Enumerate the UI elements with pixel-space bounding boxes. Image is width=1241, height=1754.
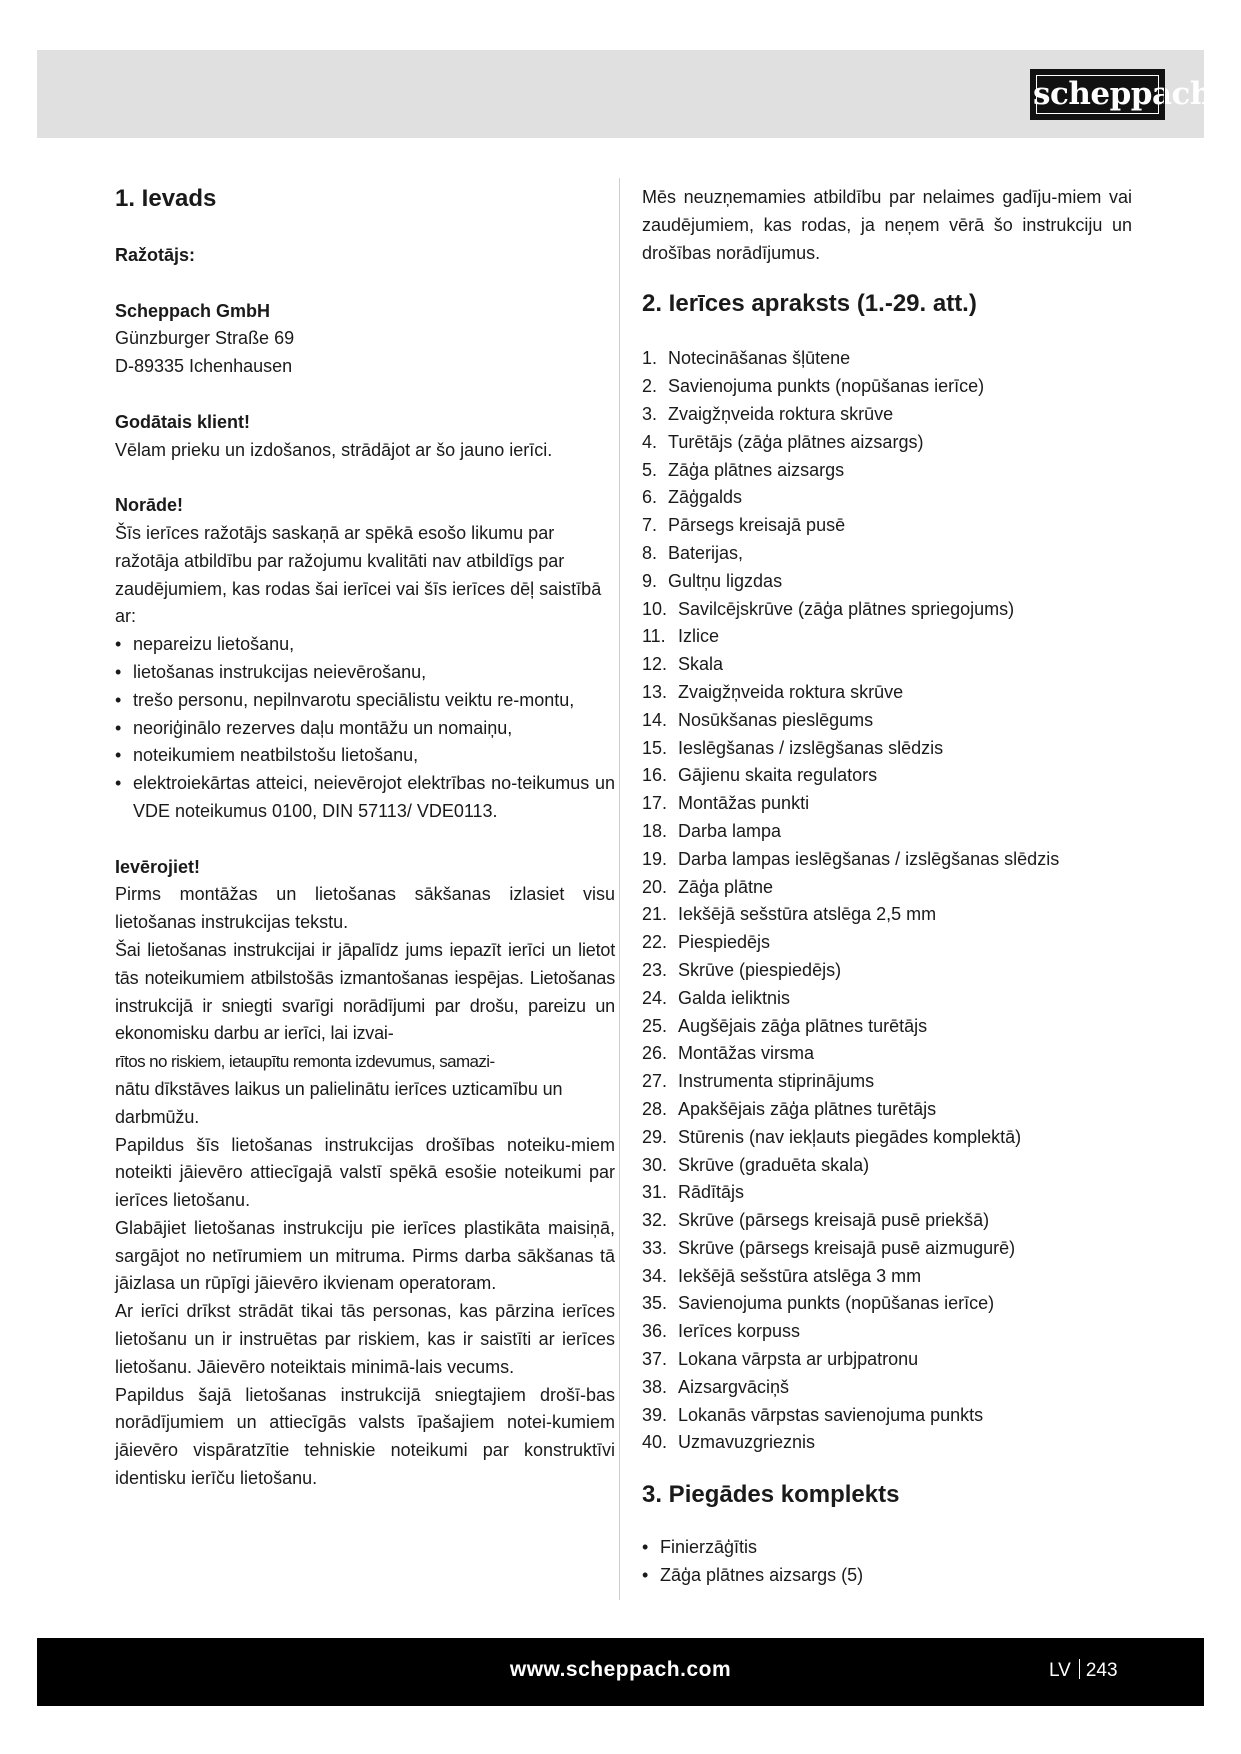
parts-list-item	[642, 1179, 1132, 1207]
list-item: • trešo personu, nepilnvarotu speciālistu veiktu re-montu,	[115, 689, 575, 710]
company-street: Günzburger Straße 69	[115, 328, 295, 349]
item-text: Zvaigžņveida roktura skrūve	[668, 403, 894, 424]
item-text: Gājienu skaita regulators	[678, 765, 878, 786]
item-text: Zāģa plātne	[678, 876, 774, 897]
item-text: Instrumenta stiprinājums	[678, 1071, 875, 1092]
parts-list-item	[642, 623, 1132, 651]
note-text: Šīs ierīces ražotājs saskaņā ar spēkā esošo likumu par ražotāja atbildību par ražojumu kvalitāti nav atbildīgs par zaudējumiem, kas rodas šai ierīcei vai šīs ierīces dēļ saistībā ar:	[115, 522, 602, 627]
parts-list-item	[642, 1263, 1132, 1291]
item-text: Skrūve (piespiedējs)	[678, 959, 842, 980]
parts-list-item	[642, 401, 1132, 429]
paragraph: Papildus šīs lietošanas instrukcijas drošības noteiku-miem noteikti jāievēro attiecīgajā valstī spēkā esošie noteikumi par ierīces lietošanu.	[115, 1134, 615, 1211]
item-number: 36.	[642, 1321, 668, 1342]
item-number: 23.	[642, 959, 668, 980]
parts-list-item	[642, 790, 1132, 818]
item-text: Skrūve (pārsegs kreisajā pusē priekšā)	[678, 1210, 990, 1231]
item-text: Augšējais zāģa plātnes turētājs	[678, 1015, 928, 1036]
item-text: Zāģgalds	[668, 487, 743, 508]
item-number: 17.	[642, 793, 668, 814]
parts-list-item	[642, 762, 1132, 790]
item-number: 26.	[642, 1043, 668, 1064]
item-text: Galda ieliktnis	[678, 987, 791, 1008]
item-number: 33.	[642, 1237, 668, 1258]
item-number: 21.	[642, 904, 668, 925]
item-number: 38.	[642, 1376, 668, 1397]
paragraph: Glabājiet lietošanas instrukciju pie ierīces plastikāta maisiņā, sargājot no netīrumiem un mitruma. Pirms darba sākšanas tā jāizlasa un rūpīgi jāievēro ikvienam operatoram.	[115, 1217, 615, 1294]
paragraph: nātu dīkstāves laikus un palielinātu ierīces uzticamību un darbmūžu.	[115, 1078, 563, 1127]
item-number: 28.	[642, 1098, 668, 1119]
item-number: 15.	[642, 737, 668, 758]
item-number: 25.	[642, 1015, 668, 1036]
item-text: Iekšējā sešstūra atslēga 3 mm	[678, 1265, 922, 1286]
item-text: Savienojuma punkts (nopūšanas ierīce)	[678, 1293, 995, 1314]
item-text: Montāžas punkti	[678, 793, 810, 814]
item-text: Baterijas,	[668, 542, 744, 563]
item-text: Rādītājs	[678, 1182, 745, 1203]
parts-list-item	[642, 1346, 1132, 1374]
paragraph: rītos no riskiem, ietaupītu remonta izdevumus, samazi-	[115, 1052, 495, 1072]
item-number: 4.	[642, 431, 658, 452]
parts-list-item	[642, 818, 1132, 846]
item-number: 24.	[642, 987, 668, 1008]
parts-list-item	[642, 1040, 1132, 1068]
item-number: 32.	[642, 1210, 668, 1231]
list-item: • noteikumiem neatbilstošu lietošanu,	[115, 745, 419, 766]
footer-bar	[37, 1638, 1204, 1706]
company-city: D-89335 Ichenhausen	[115, 356, 293, 377]
scheppach-logo	[1031, 70, 1212, 119]
item-number: 19.	[642, 848, 668, 869]
item-text: Skala	[678, 654, 724, 675]
item-number: 8.	[642, 542, 658, 563]
page-number: 243	[1085, 1660, 1118, 1681]
list-item: • Zāģa plātnes aizsargs (5)	[642, 1565, 864, 1586]
item-number: 29.	[642, 1126, 668, 1147]
parts-list-item	[642, 568, 1132, 596]
item-text: Stūrenis (nav iekļauts piegādes komplektā)	[678, 1126, 1022, 1147]
page-indicator	[1049, 1658, 1118, 1684]
left-column	[115, 184, 615, 1493]
manufacturer-label: Ražotājs:	[115, 245, 196, 265]
item-number: 34.	[642, 1265, 668, 1286]
right-column	[642, 184, 1132, 1590]
paragraph: Pirms montāžas un lietošanas sākšanas izlasiet visu lietošanas instrukcijas tekstu.	[115, 884, 615, 933]
item-text: Skrūve (pārsegs kreisajā pusē aizmugurē)	[678, 1237, 1016, 1258]
item-number: 30.	[642, 1154, 668, 1175]
item-number: 39.	[642, 1404, 668, 1425]
item-number: 31.	[642, 1182, 668, 1203]
parts-list-item	[642, 985, 1132, 1013]
intro-text: Mēs neuzņemamies atbildību par nelaimes gadīju-miem vai zaudējumiem, kas rodas, ja neņem vērā šo instrukciju un drošības norādījumus.	[642, 187, 1132, 263]
language-code: LV	[1049, 1660, 1071, 1681]
item-text: Uzmavuzgrieznis	[678, 1432, 816, 1453]
footer-url[interactable]: www.scheppach.com	[509, 1658, 732, 1681]
item-text: Lokana vārpsta ar urbjpatronu	[678, 1349, 919, 1370]
item-number: 37.	[642, 1349, 668, 1370]
parts-list-item	[642, 373, 1132, 401]
item-text: Savilcējskrūve (zāģa plātnes spriegojums)	[678, 598, 1015, 619]
column-divider	[619, 178, 620, 1600]
section-2-title: 2. Ierīces apraksts (1.-29. att.)	[642, 290, 977, 318]
item-text: Notecināšanas šļūtene	[668, 348, 851, 369]
parts-list-item	[642, 1290, 1132, 1318]
item-text: Zvaigžņveida roktura skrūve	[678, 681, 904, 702]
parts-list-item	[642, 1207, 1132, 1235]
item-number: 7.	[642, 515, 658, 536]
parts-list-item	[642, 429, 1132, 457]
item-number: 22.	[642, 932, 668, 953]
item-number: 3.	[642, 403, 658, 424]
parts-list-item	[642, 1235, 1132, 1263]
parts-list-item	[642, 1013, 1132, 1041]
parts-list-item	[642, 679, 1132, 707]
company-name: Scheppach GmbH	[115, 300, 271, 321]
parts-list-item	[642, 1096, 1132, 1124]
paragraph: Ar ierīci drīkst strādāt tikai tās personas, kas pārzina ierīces lietošanu un ir instruētas par riskiem, kas ir saistīti ar ierīces lietošanu. Jāievēro noteiktais minimā-lais vecums.	[115, 1301, 615, 1377]
parts-list-item	[642, 540, 1132, 568]
item-number: 11.	[642, 626, 666, 647]
item-text: Skrūve (graduēta skala)	[678, 1154, 870, 1175]
header-bar	[37, 50, 1204, 138]
item-number: 2.	[642, 376, 658, 397]
parts-list-item	[642, 484, 1132, 512]
list-item: • elektroiekārtas atteici, neievērojot elektrības no-teikumus un VDE noteikumus 0100, DIN 57113/ VDE0113.	[115, 773, 615, 821]
item-text: Darba lampas ieslēgšanas / izslēgšanas slēdzis	[678, 848, 1060, 869]
item-number: 18.	[642, 820, 668, 841]
item-number: 13.	[642, 681, 668, 702]
item-text: Pārsegs kreisajā pusē	[668, 515, 846, 536]
paragraph: Papildus šajā lietošanas instrukcijā sniegtajiem drošī-bas norādījumiem un attiecīgās valsts īpašajiem notei-kumiem jāievēro vispāratzītie tehniskie noteikumi par konstruktīvi identisku ierīču lietošanu.	[115, 1384, 615, 1489]
parts-list-item	[642, 874, 1132, 902]
page-separator	[1079, 1659, 1080, 1679]
parts-list-item	[642, 1152, 1132, 1180]
observe-title: Ievērojiet!	[115, 856, 201, 877]
parts-list-item	[642, 651, 1132, 679]
parts-list-item	[642, 1068, 1132, 1096]
item-number: 12.	[642, 654, 668, 675]
logo-text: scheppach	[1033, 76, 1212, 112]
list-item: • neoriģinālo rezerves daļu montāžu un nomaiņu,	[115, 717, 513, 738]
item-text: Nosūkšanas pieslēgums	[678, 709, 874, 730]
item-text: Apakšējais zāģa plātnes turētājs	[678, 1098, 937, 1119]
paragraph: Šai lietošanas instrukcijai ir jāpalīdz jums iepazīt ierīci un lietot tās noteikumiem atbilstošās izmantošanas iespējas. Lietošanas instrukcijā ir sniegti svarīgi norādījumi par drošu, pareizu un ekonomisku darbu ar ierīci, lai izvai-	[115, 939, 615, 1044]
item-text: Savienojuma punkts (nopūšanas ierīce)	[668, 376, 985, 397]
item-number: 14.	[642, 709, 668, 730]
item-text: Gultņu ligzdas	[668, 570, 783, 591]
item-text: Izlice	[678, 626, 720, 647]
item-number: 10.	[642, 598, 668, 619]
parts-list-item	[642, 1124, 1132, 1152]
item-text: Iekšējā sešstūra atslēga 2,5 mm	[678, 904, 937, 925]
item-number: 1.	[642, 348, 658, 369]
parts-list-item	[642, 735, 1132, 763]
section-1-title: 1. Ievads	[115, 185, 217, 212]
item-text: Aizsargvāciņš	[678, 1376, 790, 1397]
item-number: 40.	[642, 1432, 668, 1453]
logo-frame	[1036, 75, 1159, 114]
parts-list-item	[642, 1402, 1132, 1430]
list-item: • nepareizu lietošanu,	[115, 634, 295, 655]
parts-list-item	[642, 345, 1132, 373]
item-text: Darba lampa	[678, 820, 782, 841]
item-text: Montāžas virsma	[678, 1043, 815, 1064]
parts-list-item	[642, 1318, 1132, 1346]
list-item: • Finierzāģītis	[642, 1537, 758, 1558]
parts-list-item	[642, 957, 1132, 985]
parts-list-item	[642, 512, 1132, 540]
item-text: Lokanās vārpstas savienojuma punkts	[678, 1404, 984, 1425]
list-item: • lietošanas instrukcijas neievērošanu,	[115, 661, 427, 682]
parts-list	[642, 345, 1132, 1457]
item-number: 27.	[642, 1071, 668, 1092]
parts-list-item	[642, 457, 1132, 485]
item-number: 20.	[642, 876, 668, 897]
item-number: 5.	[642, 459, 658, 480]
item-text: Ieslēgšanas / izslēgšanas slēdzis	[678, 737, 944, 758]
parts-list-item	[642, 1374, 1132, 1402]
item-number: 16.	[642, 765, 668, 786]
greeting: Godātais klient!	[115, 411, 251, 432]
item-text: Piespiedējs	[678, 932, 771, 953]
wish-text: Vēlam prieku un izdošanos, strādājot ar šo jauno ierīci.	[115, 439, 553, 460]
parts-list-item	[642, 846, 1132, 874]
parts-list-item	[642, 596, 1132, 624]
item-text: Zāģa plātnes aizsargs	[668, 459, 845, 480]
liability-list	[115, 631, 615, 826]
section-3-title: 3. Piegādes komplekts	[642, 1481, 900, 1509]
item-number: 6.	[642, 487, 658, 508]
item-text: Turētājs (zāģa plātnes aizsargs)	[668, 431, 924, 452]
parts-list-item	[642, 707, 1132, 735]
note-title: Norāde!	[115, 495, 184, 516]
item-number: 9.	[642, 570, 658, 591]
delivery-list	[642, 1534, 1132, 1590]
parts-list-item	[642, 901, 1132, 929]
parts-list-item	[642, 929, 1132, 957]
parts-list-item	[642, 1429, 1132, 1457]
item-text: Ierīces korpuss	[678, 1321, 801, 1342]
item-number: 35.	[642, 1293, 668, 1314]
